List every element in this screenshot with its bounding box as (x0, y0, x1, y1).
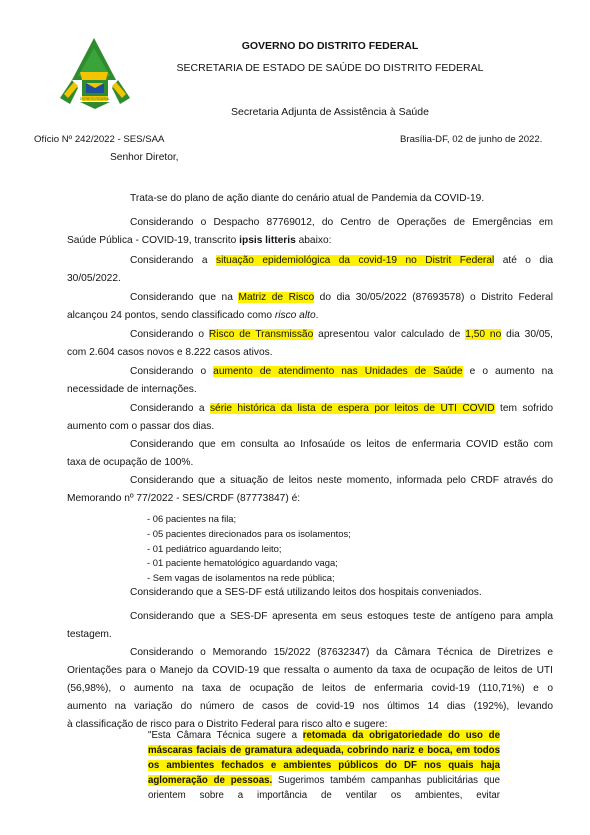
salutation: Senhor Diretor, (110, 152, 179, 163)
paragraph-epidemiological-situation: Considerando a situação epidemiológica da covid-19 no Distrit Federal até o dia 30/05/2022. (67, 255, 553, 284)
highlight-risk-matrix: Matriz de Risco (238, 292, 315, 303)
highlight-icu-waitlist: série histórica da lista de espera por leitos de UTI COVID (209, 403, 495, 414)
office-number: Ofício Nº 242/2022 - SES/SAA (34, 134, 165, 145)
bed-status-list (147, 512, 351, 586)
logo-caption: DISTRITO FEDERAL (79, 97, 111, 101)
list-item: - 01 pediátrico aguardando leito; (147, 542, 282, 554)
highlight-quote-line-2: máscaras faciais de gramatura adequada, cobrindo nariz e boca, em todos (148, 745, 500, 756)
paragraph-risk-matrix: Considerando que na Matriz de Risco do dia 30/05/2022 (87693578) o Distrito Federal alcançou 24 pontos, sendo classificado como risco alto. (67, 292, 553, 321)
ipsis-litteris-bold: ipsis litteris (239, 235, 296, 246)
technical-chamber-quote: "Esta Câmara Técnica sugere a retomada da obrigatoriedade do uso de máscaras faciais de gramatura adequada, cobrindo nariz e boca, em todos os ambientes fechados e ambientes públicos do DF nos quais haja aglomeração de pessoas. Sugerimos também campanhas publicitárias que orientem sobre a importância de ventilar os ambientes, evitar (148, 730, 501, 801)
paragraph-crdf-memo: Considerando que a situação de leitos neste momento, informada pelo CRDF através do Memorando nº 77/2022 - SES/CRDF (87773847) é: (67, 475, 553, 504)
distrito-federal-coat-of-arms-logo (56, 36, 134, 110)
list-item: - 01 paciente hematológico aguardando vaga; (147, 557, 338, 569)
list-item: - 06 pacientes na fila; (147, 513, 237, 524)
place-date: Brasília-DF, 02 de junho de 2022. (400, 134, 543, 145)
paragraph-transmission-risk: Considerando o Risco de Transmissão apresentou valor calculado de 1,50 no dia 30/05, com 2.604 casos novos e 8.222 casos ativos. (67, 329, 553, 358)
highlight-epidemiological: situação epidemiológica da covid-19 no Distrit Federal (215, 255, 495, 266)
paragraph-infosaude: Considerando que em consulta ao Infosaúde os leitos de enfermaria COVID estão com taxa de ocupação de 100%. (67, 439, 553, 468)
list-item: - Sem vagas de isolamentos na rede pública; (147, 572, 335, 584)
highlight-quote-line-1: retomada da obrigatoriedade do uso de (302, 730, 500, 741)
header-government: GOVERNO DO DISTRITO FEDERAL (241, 40, 419, 52)
risk-high-italic: risco alto (274, 310, 316, 321)
highlight-quote-line-4: aglomeração de pessoas. (148, 775, 273, 786)
header-sub-secretariat: Secretaria Adjunta de Assistência à Saúde (231, 106, 429, 118)
paragraph-technical-chamber-memo: Considerando o Memorando 15/2022 (87632347) da Câmara Técnica de Diretrizes e Orientações para o Manejo da COVID-19 que ressalta o aumento da taxa de ocupação de leitos de UTI (56,98%), o aumento na taxa de ocupação de leitos de enfermaria covid-19 (110,71%) e o aumento na variação do número de casos de covid-19 nos últimos 14 dias (192%), levando à classificação de risco para o Distrito Federal para risco alto e sugere: (67, 647, 553, 730)
paragraph-despacho: Considerando o Despacho 87769012, do Centro de Operações de Emergências em Saúde Pública - COVID-19, transcrito ipsis litteris abaixo: (67, 217, 553, 246)
paragraph-action-plan: Trata-se do plano de ação diante do cenário atual de Pandemia da COVID-19. (130, 193, 485, 204)
paragraph-icu-waitlist: Considerando a série histórica da lista de espera por leitos de UTI COVID tem sofrido aumento com o passar dos dias. (67, 403, 553, 432)
paragraph-health-units: Considerando o aumento de atendimento nas Unidades de Saúde e o aumento na necessidade de internações. (67, 366, 554, 395)
paragraph-affiliated-hospitals: Considerando que a SES-DF está utilizando leitos dos hospitais conveniados. (130, 587, 482, 598)
paragraph-antigen-tests: Considerando que a SES-DF apresenta em seus estoques teste de antígeno para ampla testagem. (67, 611, 553, 640)
highlight-transmission-value: 1,50 no (465, 329, 502, 340)
header-secretariat: SECRETARIA DE ESTADO DE SAÚDE DO DISTRITO FEDERAL (176, 62, 484, 74)
highlight-health-units: aumento de atendimento nas Unidades de Saúde (213, 366, 463, 377)
list-item: - 05 pacientes direcionados para os isolamentos; (147, 527, 351, 539)
highlight-quote-line-3: os ambientes fechados e ambientes públicos do DF nos quais haja (148, 760, 500, 771)
highlight-transmission-risk: Risco de Transmissão (208, 329, 314, 340)
